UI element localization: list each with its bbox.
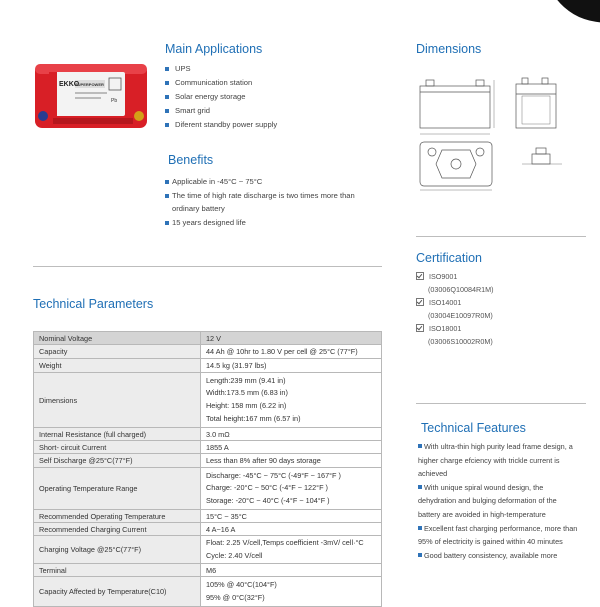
- main-applications-list: [165, 62, 277, 132]
- bullet-icon: [418, 526, 422, 530]
- main-applications-title: Main Applications: [165, 42, 263, 56]
- bullet-icon: [165, 221, 169, 225]
- table-row: [34, 577, 382, 607]
- section-divider: [416, 236, 586, 237]
- list-item: Communication station: [165, 76, 277, 90]
- checkbox-icon: [416, 324, 424, 332]
- list-item: 15 years designed life: [165, 216, 370, 230]
- table-value: Discharge: -45°C ~ 75°C (-49°F ~ 167°F ) Charge: -20°C ~ 50°C (-4°F ~ 122°F ) Storage: -20°C ~ 40°C (-4°F ~ 104°F ): [201, 468, 382, 510]
- corner-decoration: [536, 0, 600, 26]
- table-key: Charging Voltage @25°C(77°F): [34, 536, 201, 564]
- list-item: (03006S10002R0M): [428, 337, 493, 346]
- list-item: Smart grid: [165, 104, 277, 118]
- table-row: [34, 523, 382, 536]
- dimension-drawings: [414, 72, 576, 194]
- section-divider: [416, 403, 586, 404]
- technical-parameters-title: Technical Parameters: [33, 297, 154, 311]
- table-row: [34, 428, 382, 441]
- list-item: Excellent fast charging performance, more than 95% of electricity is gained within 40 minutes: [418, 523, 578, 547]
- table-key: Capacity: [34, 345, 201, 359]
- list-item: The time of high rate discharge is two times more than ordinary battery: [165, 189, 370, 216]
- certification-title: Certification: [416, 251, 482, 265]
- bullet-icon: [165, 180, 169, 184]
- bullet-icon: [165, 67, 169, 71]
- benefits-title: Benefits: [168, 153, 214, 167]
- battery-product-image: [33, 58, 149, 132]
- list-item: (03006Q10084R1M): [428, 285, 494, 294]
- table-row: [34, 564, 382, 577]
- list-item: With unique spiral wound design, the dehydration and bulging deformation of the battery are avoided in high-temperature: [418, 482, 557, 519]
- list-item: Applicable in -45°C ~ 75°C: [165, 175, 370, 189]
- table-key: Operating Temperature Range: [34, 468, 201, 510]
- table-key: Internal Resistance (full charged): [34, 428, 201, 441]
- table-value: 4 A~16 A: [201, 523, 382, 536]
- table-value: 1855 A: [201, 441, 382, 454]
- list-item: UPS: [165, 62, 277, 76]
- bullet-icon: [165, 194, 169, 198]
- table-key: Self Discharge @25°C(77°F): [34, 454, 201, 468]
- section-divider: [33, 266, 382, 267]
- list-item: Solar energy storage: [165, 90, 277, 104]
- bullet-icon: [165, 81, 169, 85]
- table-key: Short- circuit Current: [34, 441, 201, 454]
- table-key: Weight: [34, 359, 201, 373]
- bullet-icon: [418, 444, 422, 448]
- table-row: [34, 441, 382, 454]
- table-key: Nominal Voltage: [34, 332, 201, 345]
- dimensions-title: Dimensions: [416, 42, 482, 56]
- bullet-icon: [418, 485, 422, 489]
- table-row: [34, 468, 382, 510]
- pb-label: Pb: [111, 98, 118, 104]
- table-value: Length:239 mm (9.41 in) Width:173.5 mm (6.83 in) Height: 158 mm (6.22 in) Total height:167 mm (6.57 in): [201, 373, 382, 428]
- table-value: Float: 2.25 V/cell,Temps coefficient -3mV/ cell·°C Cycle: 2.40 V/cell: [201, 536, 382, 564]
- table-key: Recommended Charging Current: [34, 523, 201, 536]
- table-value: 105% @ 40°C(104°F) 95% @ 0°C(32°F): [201, 577, 382, 607]
- table-key: Terminal: [34, 564, 201, 577]
- table-value: 3.0 mΩ: [201, 428, 382, 441]
- bullet-icon: [165, 123, 169, 127]
- checkbox-icon: [416, 298, 424, 306]
- technical-features-list: [418, 440, 578, 562]
- list-item: (03004E10097R0M): [428, 311, 493, 320]
- table-row: [34, 536, 382, 564]
- benefits-list: [165, 175, 370, 229]
- checkbox-icon: [416, 272, 424, 280]
- list-item: With ultra-thin high purity lead frame design, a higher charge efciency with trickle current is achieved: [418, 442, 573, 479]
- table-value: 14.5 kg (31.97 lbs): [201, 359, 382, 373]
- table-key: Capacity Affected by Temperature(C10): [34, 577, 201, 607]
- table-value: M6: [201, 564, 382, 577]
- table-row: [34, 345, 382, 359]
- list-item: Diferent standby power supply: [165, 118, 277, 132]
- list-item: ISO9001: [416, 270, 494, 283]
- list-item: ISO14001: [416, 296, 494, 309]
- table-row: [34, 510, 382, 523]
- model-label: SUPERPOWER: [75, 82, 104, 87]
- certification-list: [416, 270, 494, 348]
- table-row: [34, 332, 382, 345]
- technical-features-title: Technical Features: [421, 421, 526, 435]
- table-value: Less than 8% after 90 days storage: [201, 454, 382, 468]
- list-item: ISO18001: [416, 322, 494, 335]
- bullet-icon: [165, 95, 169, 99]
- table-row: [34, 359, 382, 373]
- bullet-icon: [165, 109, 169, 113]
- list-item: Good battery consistency, available more: [418, 549, 578, 563]
- table-key: Recommended Operating Temperature: [34, 510, 201, 523]
- technical-parameters-table: [33, 331, 382, 607]
- bullet-icon: [418, 553, 422, 557]
- table-key: Dimensions: [34, 373, 201, 428]
- table-row: [34, 454, 382, 468]
- table-value: 15°C ~ 35°C: [201, 510, 382, 523]
- brand-label: EKKO: [59, 81, 80, 88]
- table-row: [34, 373, 382, 428]
- table-value: 44 Ah @ 10hr to 1.80 V per cell @ 25°C (77°F): [201, 345, 382, 359]
- table-value: 12 V: [201, 332, 382, 345]
